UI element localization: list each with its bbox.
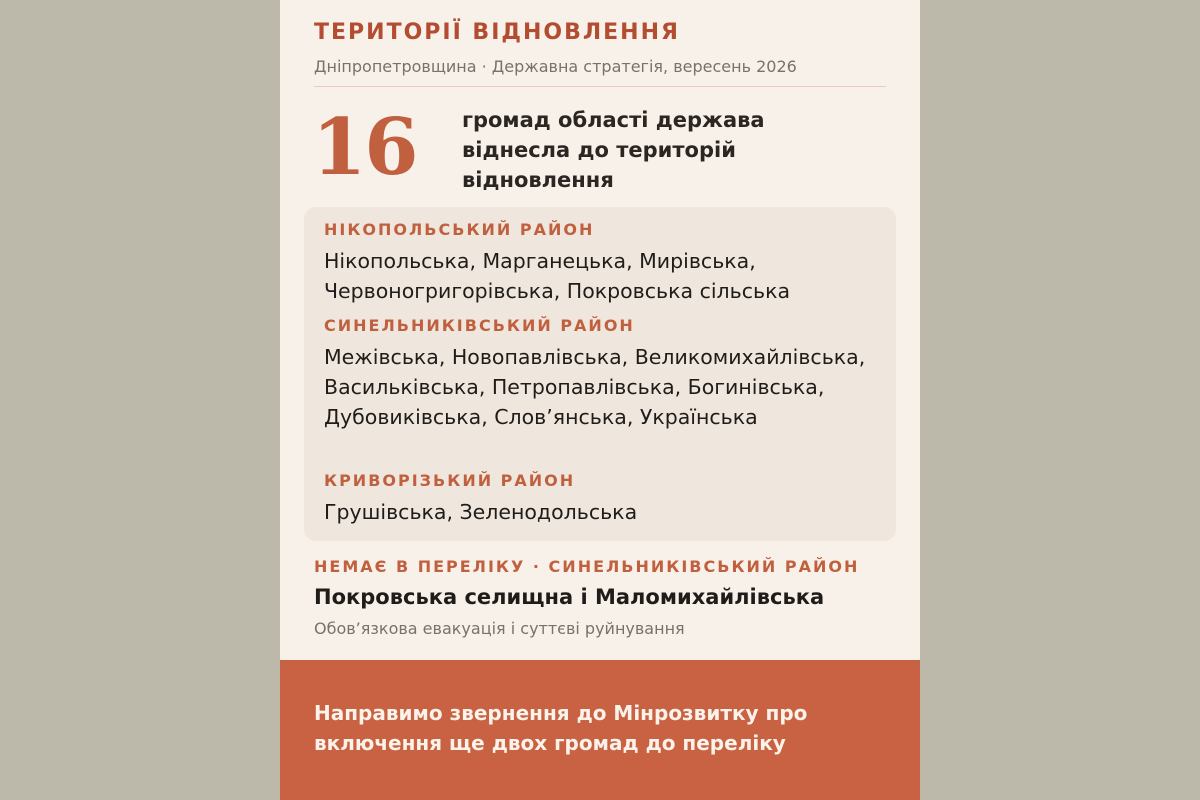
not-listed-note: Обов’язкова евакуація і суттєві руйнування: [314, 619, 685, 638]
district-communities: Нікопольська, Марганецька, Мирівська, Червоногригорівська, Покровська сільська: [324, 249, 791, 303]
card-title: ТЕРИТОРІЇ ВІДНОВЛЕННЯ: [314, 20, 680, 45]
cta-text: Направимо звернення до Мінрозвитку про включення ще двох громад до переліку: [314, 701, 808, 755]
header-divider: [314, 86, 886, 87]
district-synelnykove: [324, 315, 884, 432]
district-name: НІКОПОЛЬСЬКИЙ РАЙОН: [324, 220, 595, 239]
district-communities: Межівська, Новопавлівська, Великомихайлівська, Васильківська, Петропавлівська, Богинівська, Дубовиківська, Слов’янська, Українська: [324, 345, 866, 429]
not-listed-label: НЕМАЄ В ПЕРЕЛІКУ · СИНЕЛЬНИКІВСЬКИЙ РАЙОН: [314, 557, 860, 576]
district-name: СИНЕЛЬНИКІВСЬКИЙ РАЙОН: [324, 316, 635, 335]
districts-panel: [304, 207, 896, 541]
card-subtitle: Дніпропетровщина · Державна стратегія, вересень 2026: [314, 57, 797, 76]
district-name: КРИВОРІЗЬКИЙ РАЙОН: [324, 471, 576, 490]
not-listed-title: Покровська селищна і Маломихайлівська: [314, 585, 825, 609]
stat-number: 16: [312, 102, 417, 193]
district-nikopol: [324, 219, 884, 306]
cta-banner: [280, 660, 920, 800]
stat-caption: громад області держава віднесла до територій відновлення: [462, 108, 765, 192]
info-card: [280, 0, 920, 800]
district-communities: Грушівська, Зеленодольська: [324, 500, 638, 524]
district-kryvyi-rih: [324, 470, 884, 527]
